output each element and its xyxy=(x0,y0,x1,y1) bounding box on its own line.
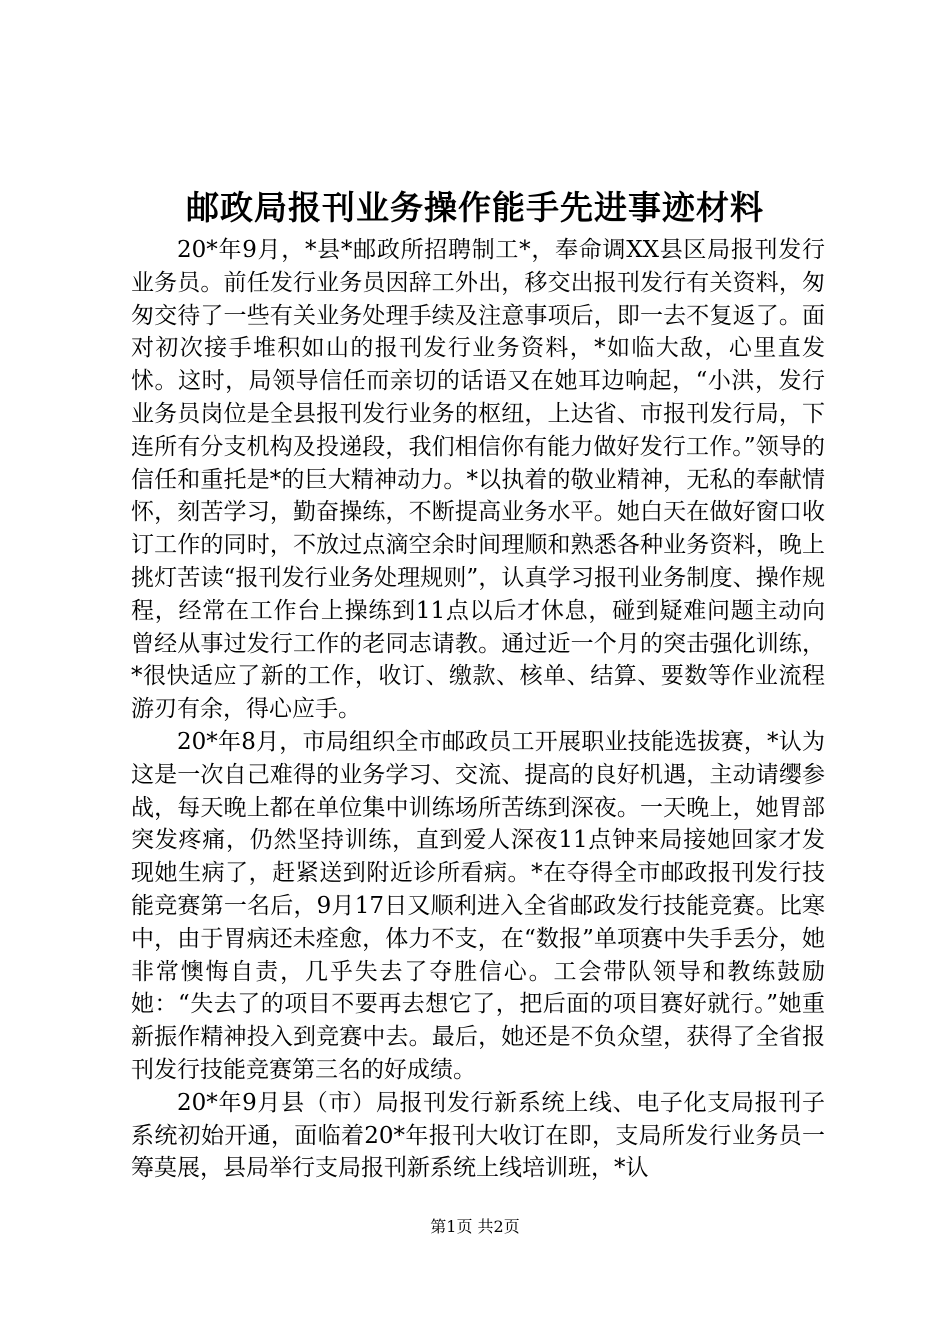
paragraph-3: 20*年9月县（市）局报刊发行新系统上线、电子化支局报刊子系统初始开通，面临着20*年报刊大收订在即，支局所发行业务员一筹莫展，县局举行支局报刊新系统上线培训班，*认 xyxy=(131,1089,825,1182)
page-footer xyxy=(0,1216,950,1238)
page-number-indicator: 第1页 共2页 xyxy=(430,1217,520,1236)
paragraph-2: 20*年8月，市局组织全市邮政员工开展职业技能选拔赛，*认为这是一次自己难得的业务学习、交流、提高的良好机遇，主动请缨参战，每天晚上都在单位集中训练场所苦练到深夜。一天晚上，她胃部突发疼痛，仍然坚持训练，直到爱人深夜11点钟来局接她回家才发现她生病了，赶紧送到附近诊所看病。*在夺得全市邮政报刊发行技能竞赛第一名后，9月17日又顺利进入全省邮政发行技能竞赛。比寒中，由于胃病还未痊愈，体力不支，在“数报”单项赛中失手丢分，她非常懊悔自责，几乎失去了夺胜信心。工会带队领导和教练鼓励她：“失去了的项目不要再去想它了，把后面的项目赛好就行。”她重新振作精神投入到竞赛中去。最后，她还是不负众望，获得了全省报刊发行技能竞赛第三名的好成绩。 xyxy=(131,728,825,1083)
paragraph-1: 20*年9月，*县*邮政所招聘制工*，奉命调XX县区局报刊发行业务员。前任发行业务员因辞工外出，移交出报刊发行有关资料，匆匆交待了一些有关业务处理手续及注意事项后，即一去不复返了。面对初次接手堆积如山的报刊发行业务资料，*如临大敌，心里直发怵。这时，局领导信任而亲切的话语又在她耳边响起，“小洪，发行业务员岗位是全县报刊发行业务的枢纽，上达省、市报刊发行局，下连所有分支机构及投递段，我们相信你有能力做好发行工作。”领导的信任和重托是*的巨大精神动力。*以执着的敬业精神，无私的奉献情怀，刻苦学习，勤奋操练，不断提高业务水平。她白天在做好窗口收订工作的同时，不放过点滴空余时间理顺和熟悉各种业务资料，晚上挑灯苦读“报刊发行业务处理规则”，认真学习报刊业务制度、操作规程，经常在工作台上操练到11点以后才休息，碰到疑难问题主动向曾经从事过发行工作的老同志请教。通过近一个月的突击强化训练，*很快适应了新的工作，收订、缴款、核单、结算、要数等作业流程游刃有余，得心应手。 xyxy=(131,237,825,723)
document-body xyxy=(131,234,825,1185)
document-title: 邮政局报刊业务操作能手先进事迹材料 xyxy=(186,188,764,227)
